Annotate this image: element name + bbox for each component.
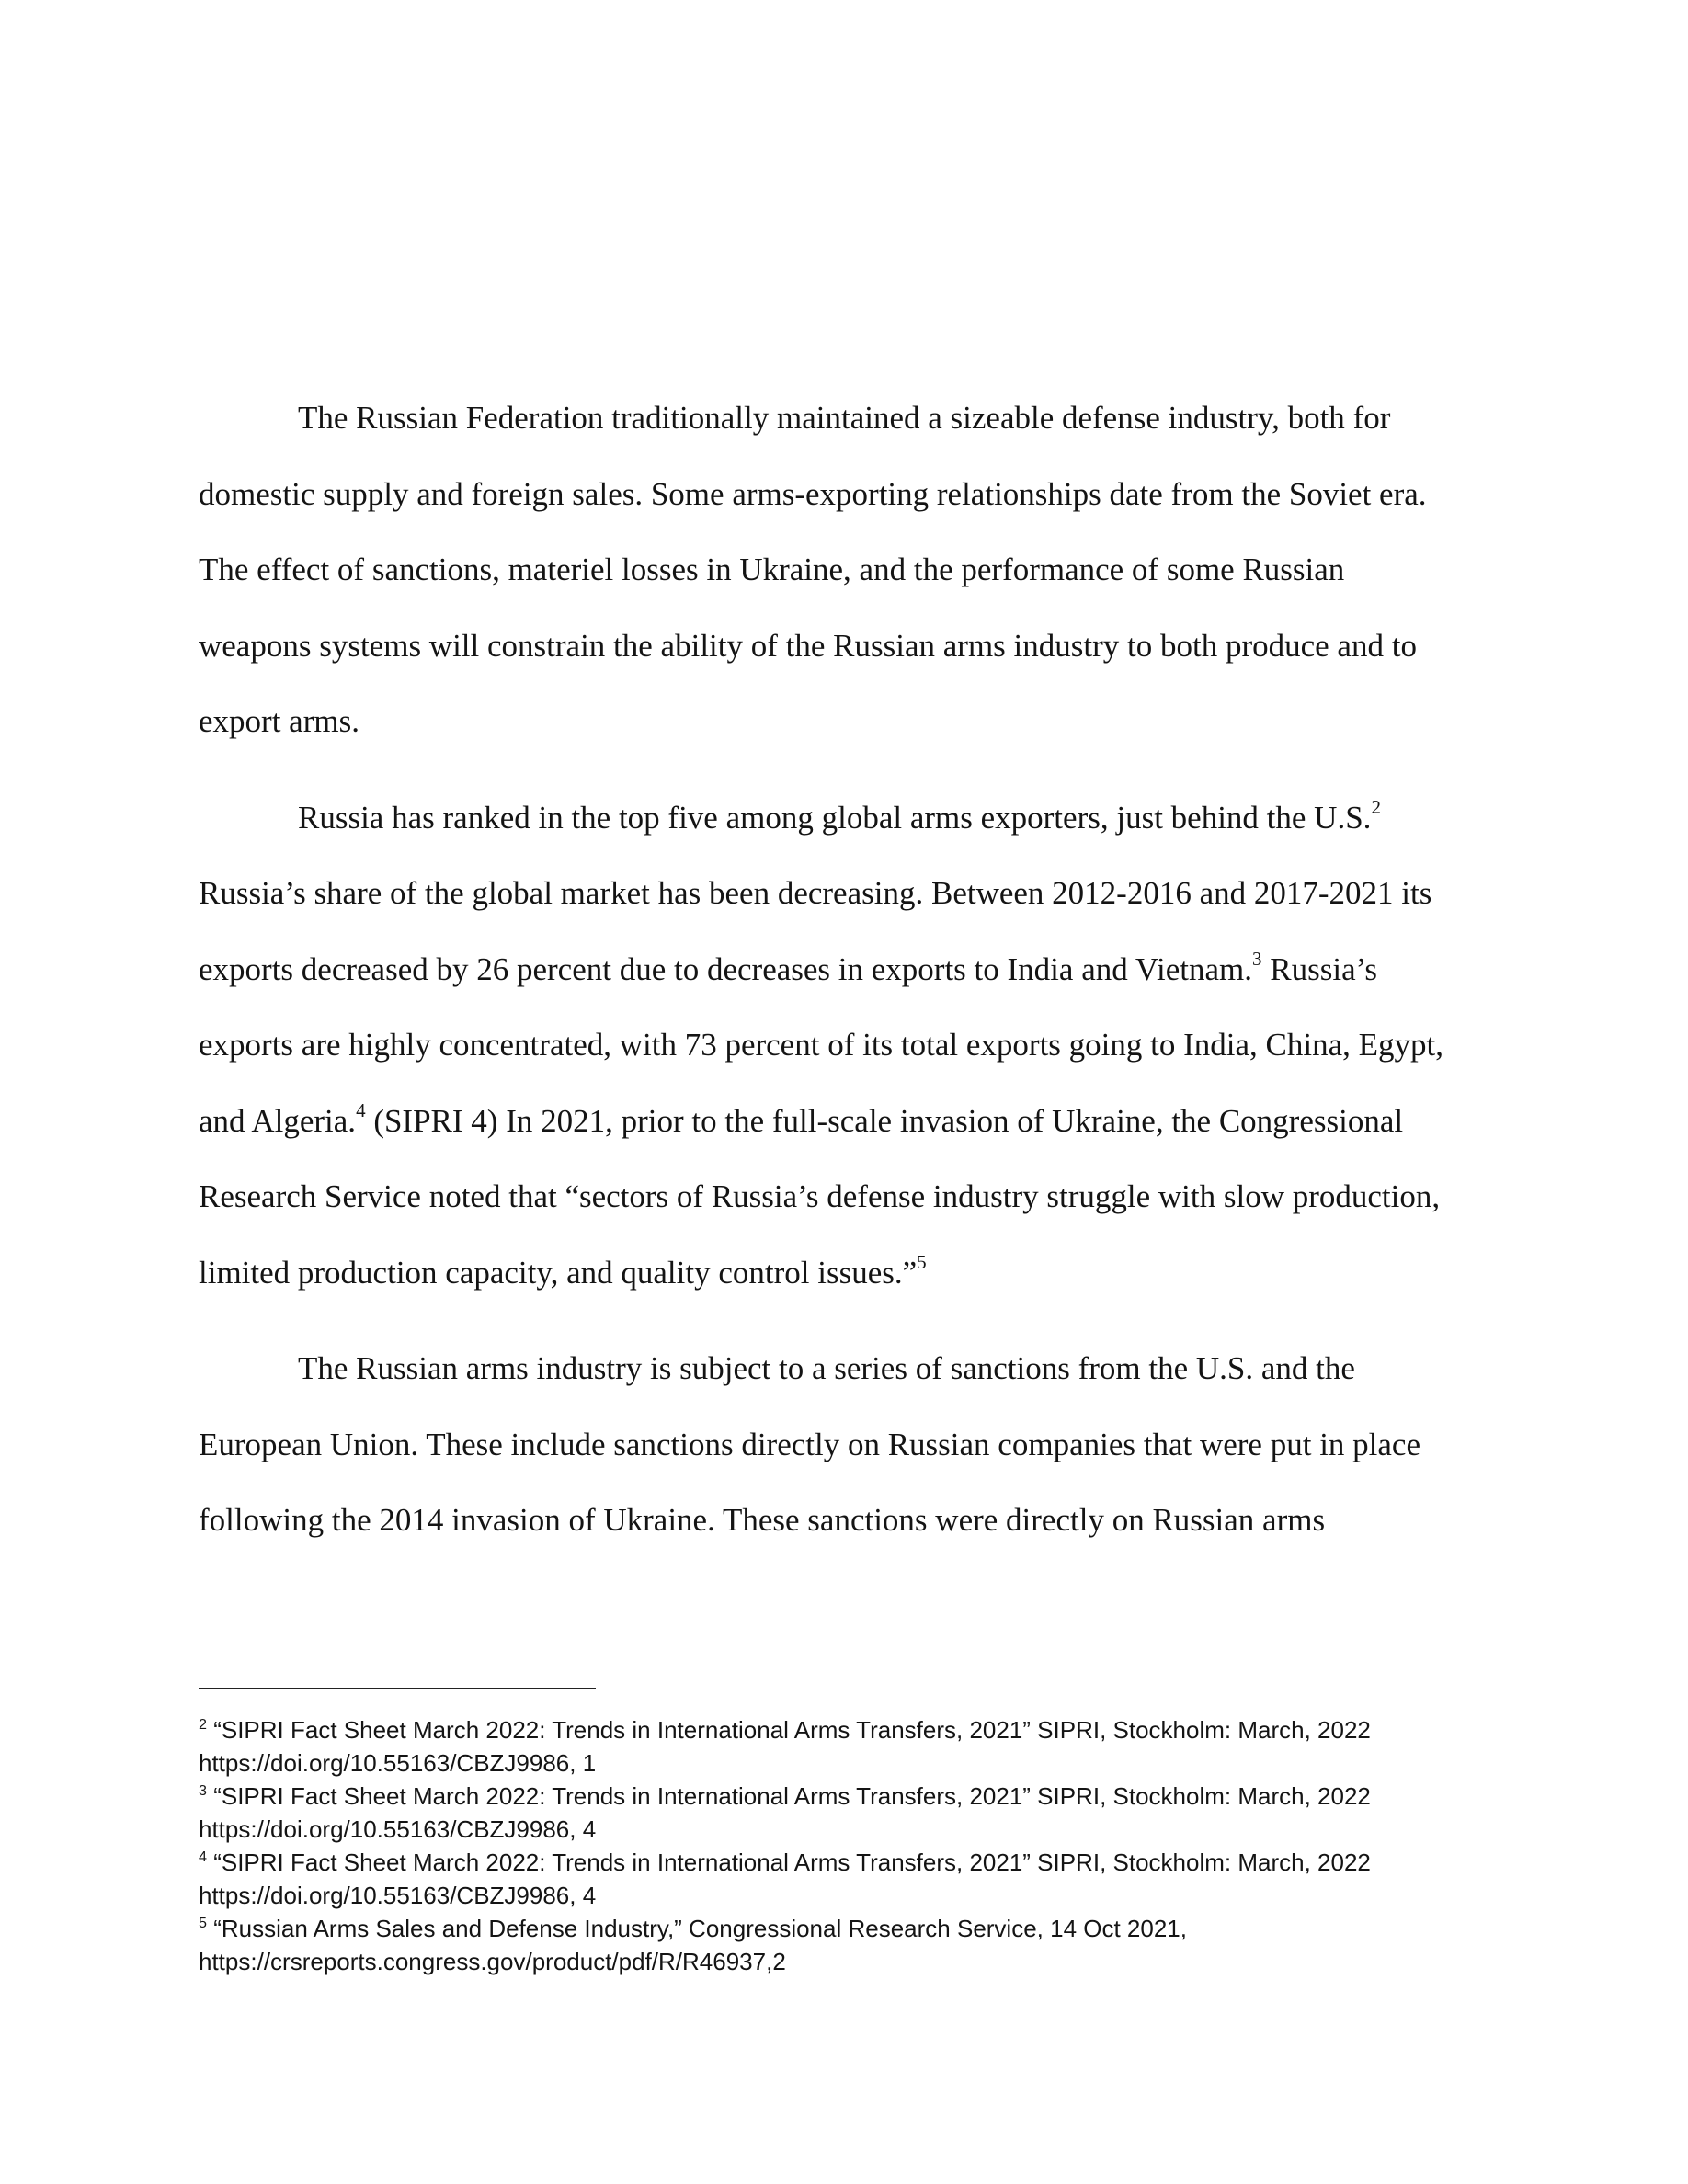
footnote-ref-4[interactable]: 4 [356, 1098, 366, 1121]
text-line [199, 1235, 1489, 1312]
text-segment: exports decreased by 26 percent due to decreases in exports to India and Vietnam. [199, 950, 1253, 987]
text-line: exports are highly concentrated, with 73 percent of its total exports going to India, China, Egypt, [199, 1027, 1443, 1063]
footnote-link[interactable]: https://doi.org/10.55163/CBZJ9986, 1 [199, 1749, 597, 1777]
footnote-5 [199, 1912, 1504, 1978]
text-line: Russia’s share of the global market has been decreasing. Between 2012-2016 and 2017-2021 its [199, 875, 1432, 911]
text-segment: (SIPRI 4) In 2021, prior to the full-scale invasion of Ukraine, the Congressional [365, 1102, 1404, 1139]
body-text [199, 381, 1489, 1579]
text-segment: and Algeria. [199, 1102, 357, 1139]
footnote-number: 2 [199, 1715, 207, 1733]
paragraph-sanctions [199, 1331, 1489, 1559]
footnote-ref-5[interactable]: 5 [917, 1250, 927, 1273]
footnote-number: 5 [199, 1914, 207, 1931]
footnote-text: “SIPRI Fact Sheet March 2022: Trends in International Arms Transfers, 2021” SIPRI, Stockholm: March, 2022 [206, 1716, 1371, 1744]
footnote-text: “Russian Arms Sales and Defense Industry,” Congressional Research Service, 14 Oct 2021, [206, 1915, 1187, 1942]
footnote-separator [199, 1688, 596, 1689]
text-line: The Russian Federation traditionally maintained a sizeable defense industry, both for [298, 400, 1391, 436]
text-segment: Russia has ranked in the top five among global arms exporters, just behind the U.S. [298, 799, 1372, 836]
footnote-2 [199, 1713, 1504, 1780]
text-line: The Russian arms industry is subject to a series of sanctions from the U.S. and the [298, 1350, 1355, 1386]
footnote-ref-3[interactable]: 3 [1252, 947, 1262, 970]
footnote-link[interactable]: https://crsreports.congress.gov/product/pdf/R/R46937,2 [199, 1948, 786, 1975]
paragraph-arms-exports [199, 780, 1489, 1312]
paragraph-defense-industry [199, 381, 1489, 760]
footnote-link[interactable]: https://doi.org/10.55163/CBZJ9986, 4 [199, 1882, 597, 1909]
text-segment: limited production capacity, and quality control issues.” [199, 1254, 918, 1291]
footnote-line [199, 1912, 1504, 1945]
footnotes [199, 1713, 1504, 1978]
text-line: Research Service noted that “sectors of Russia’s defense industry struggle with slow production, [199, 1178, 1441, 1214]
text-line: export arms. [199, 703, 359, 739]
footnote-line [199, 1713, 1504, 1746]
text-line: following the 2014 invasion of Ukraine. These sanctions were directly on Russian arms [199, 1502, 1326, 1538]
footnote-ref-2[interactable]: 2 [1371, 795, 1381, 818]
footnote-text: “SIPRI Fact Sheet March 2022: Trends in International Arms Transfers, 2021” SIPRI, Stockholm: March, 2022 [206, 1782, 1371, 1810]
footnote-4 [199, 1846, 1504, 1912]
text-line [199, 780, 1489, 857]
footnote-line [199, 1780, 1504, 1813]
footnote-line [199, 1846, 1504, 1879]
text-line: weapons systems will constrain the ability of the Russian arms industry to both produce and to [199, 627, 1417, 664]
text-line: domestic supply and foreign sales. Some arms-exporting relationships date from the Soviet era. [199, 475, 1427, 512]
footnote-3 [199, 1780, 1504, 1846]
text-line [199, 932, 1489, 1008]
footnote-text: “SIPRI Fact Sheet March 2022: Trends in International Arms Transfers, 2021” SIPRI, Stockholm: March, 2022 [206, 1848, 1371, 1876]
footnote-number: 3 [199, 1781, 207, 1799]
text-line: European Union. These include sanctions directly on Russian companies that were put in place [199, 1426, 1420, 1462]
text-line [199, 1084, 1489, 1160]
footnote-link[interactable]: https://doi.org/10.55163/CBZJ9986, 4 [199, 1815, 597, 1843]
footnote-number: 4 [199, 1848, 207, 1865]
text-line: The effect of sanctions, materiel losses in Ukraine, and the performance of some Russian [199, 552, 1345, 587]
text-segment: Russia’s [1261, 950, 1377, 987]
